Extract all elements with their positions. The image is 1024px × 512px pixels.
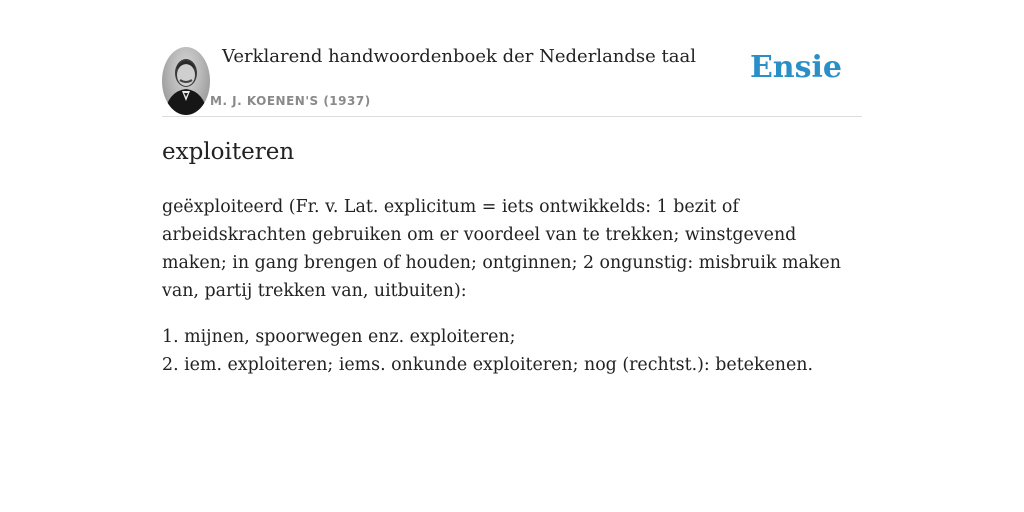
author-portrait-icon — [162, 47, 210, 115]
entry-headword: exploiteren — [162, 139, 295, 165]
dictionary-header — [162, 40, 862, 117]
dictionary-title[interactable]: Verklarend handwoordenboek der Nederlandse taal — [222, 46, 696, 67]
dictionary-author: M. J. KOENEN'S (1937) — [210, 94, 371, 108]
example-item: 1. mijnen, spoorwegen enz. exploiteren; — [162, 327, 516, 347]
entry-definition: geëxploiteerd (Fr. v. Lat. explicitum = iets ontwikkelds: 1 bezit of arbeidskrachten gebruiken om er voordeel van te trekken; winstgevend maken; in gang brengen of houden; ontginnen; 2 ongunstig: misbruik maken van, partij trekken van, uitbuiten): — [162, 197, 841, 301]
example-item: 2. iem. exploiteren; iems. onkunde exploiteren; nog (rechtst.): betekenen. — [162, 355, 814, 375]
brand-logo[interactable]: Ensie — [749, 50, 842, 85]
entry-examples — [162, 323, 862, 379]
